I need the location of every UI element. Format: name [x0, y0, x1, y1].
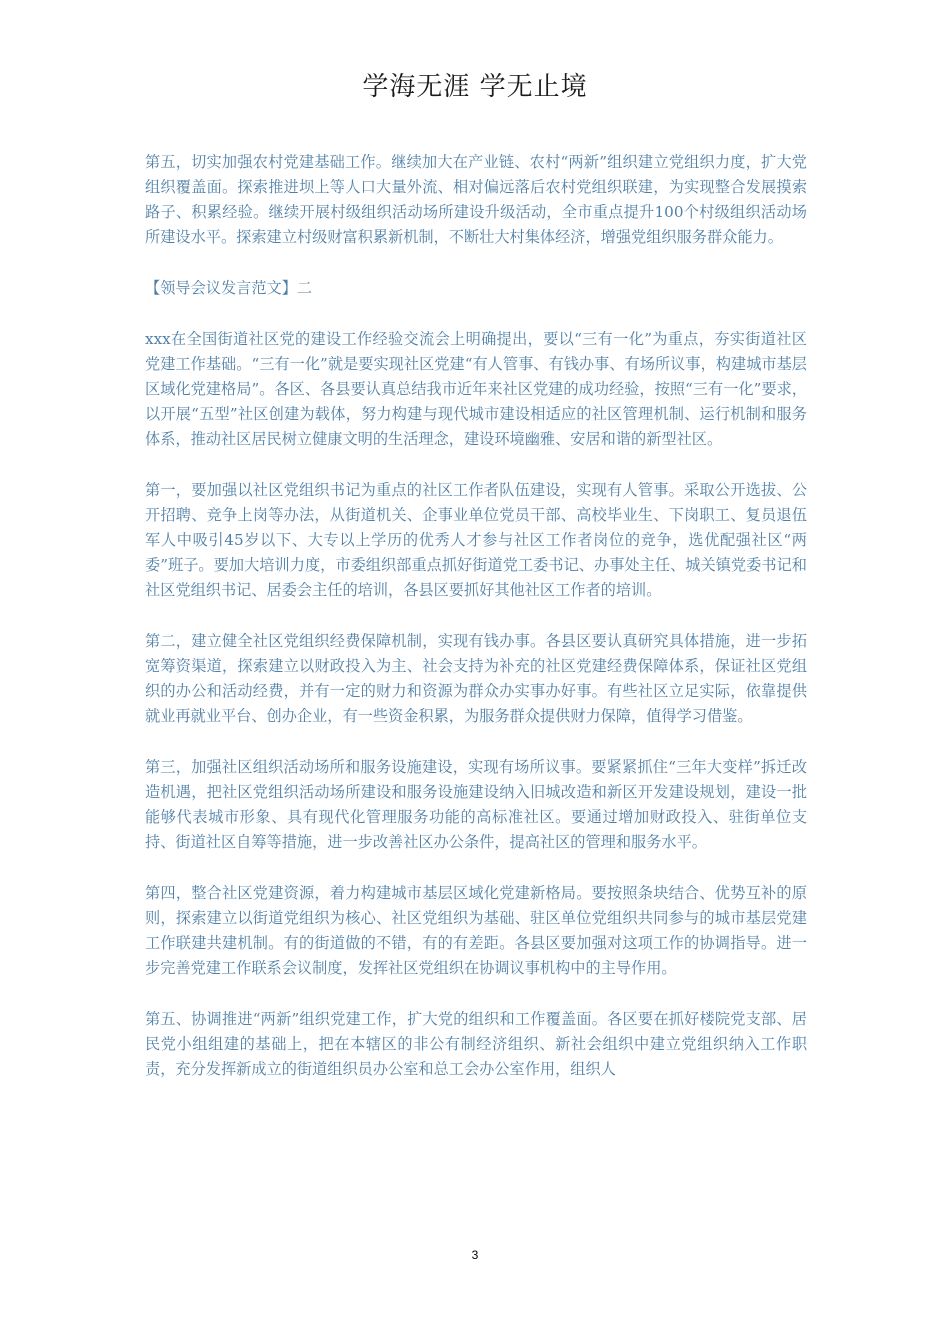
paragraph-fourth: 第四，整合社区党建资源，着力构建城市基层区域化党建新格局。要按照条块结合、优势互补的原则，探索建立以街道党组织为核心、社区党组织为基础、驻区单位党组织共同参与的城市基层党建工作联建共建机制。有的街道做的不错，有的有差距。各县区要加强对这项工作的协调指导。进一步完善党建工作联系会议制度，发挥社区党组织在协调议事机构中的主导作用。 — [145, 884, 807, 977]
paragraph-intro: xxx在全国街道社区党的建设工作经验交流会上明确提出，要以“三有一化”为重点，夯实街道社区党建工作基础。“三有一化”就是要实现社区党建“有人管事、有钱办事、有场所议事，构建城市基层区域化党建格局”。各区、各县要认真总结我市近年来社区党建的成功经验，按照“三有一化”要求，以开展“五型”社区创建为载体，努力构建与现代城市建设相适应的社区管理机制、运行机制和服务体系，推动社区居民树立健康文明的生活理念，建设环境幽雅、安居和谐的新型社区。 — [145, 330, 807, 448]
section-heading: 【领导会议发言范文】二 — [145, 279, 313, 297]
paragraph-fifth: 第五、协调推进“两新”组织党建工作，扩大党的组织和工作覆盖面。各区要在抓好楼院党支部、居民党小组组建的基础上，把在本辖区的非公有制经济组织、新社会组织中建立党组织纳入工作职责，充分发挥新成立的街道组织员办公室和总工会办公室作用，组织人 — [145, 1010, 807, 1078]
paragraph-third: 第三，加强社区组织活动场所和服务设施建设，实现有场所议事。要紧紧抓住“三年大变样”拆迁改造机遇，把社区党组织活动场所建设和服务设施建设纳入旧城改造和新区开发建设规划，建设一批能够代表城市形象、具有现代化管理服务功能的高标准社区。要通过增加财政投入、驻街单位支持、街道社区自筹等措施，进一步改善社区办公条件，提高社区的管理和服务水平。 — [145, 758, 807, 851]
paragraph-second: 第二，建立健全社区党组织经费保障机制，实现有钱办事。各县区要认真研究具体措施，进一步拓宽筹资渠道，探索建立以财政投入为主、社会支持为补充的社区党建经费保障体系，保证社区党组织的办公和活动经费，并有一定的财力和资源为群众办实事办好事。有些社区立足实际，依靠提供就业再就业平台、创办企业，有一些资金积累，为服务群众提供财力保障，值得学习借鉴。 — [145, 632, 807, 725]
paragraph-first: 第一，要加强以社区党组织书记为重点的社区工作者队伍建设，实现有人管事。采取公开选拔、公开招聘、竞争上岗等办法，从街道机关、企事业单位党员干部、高校毕业生、下岗职工、复员退伍军人中吸引45岁以下、大专以上学历的优秀人才参与社区工作者岗位的竞争，选优配强社区“两委”班子。要加大培训力度，市委组织部重点抓好街道党工委书记、办事处主任、城关镇党委书记和社区党组织书记、居委会主任的培训，各县区要抓好其他社区工作者的培训。 — [145, 481, 807, 599]
page-number: 3 — [471, 1248, 479, 1262]
document-body — [145, 150, 807, 1108]
page-header-title: 学海无涯 学无止境 — [362, 72, 588, 102]
paragraph-rural-party-building: 第五，切实加强农村党建基础工作。继续加大在产业链、农村“两新”组织建立党组织力度，扩大党组织覆盖面。探索推进坝上等人口大量外流、相对偏远落后农村党组织联建，为实现整合发展摸索路子、积累经验。继续开展村级组织活动场所建设升级活动，全市重点提升100个村级组织活动场所建设水平。探索建立村级财富积累新机制，不断壮大村集体经济，增强党组织服务群众能力。 — [145, 153, 807, 246]
